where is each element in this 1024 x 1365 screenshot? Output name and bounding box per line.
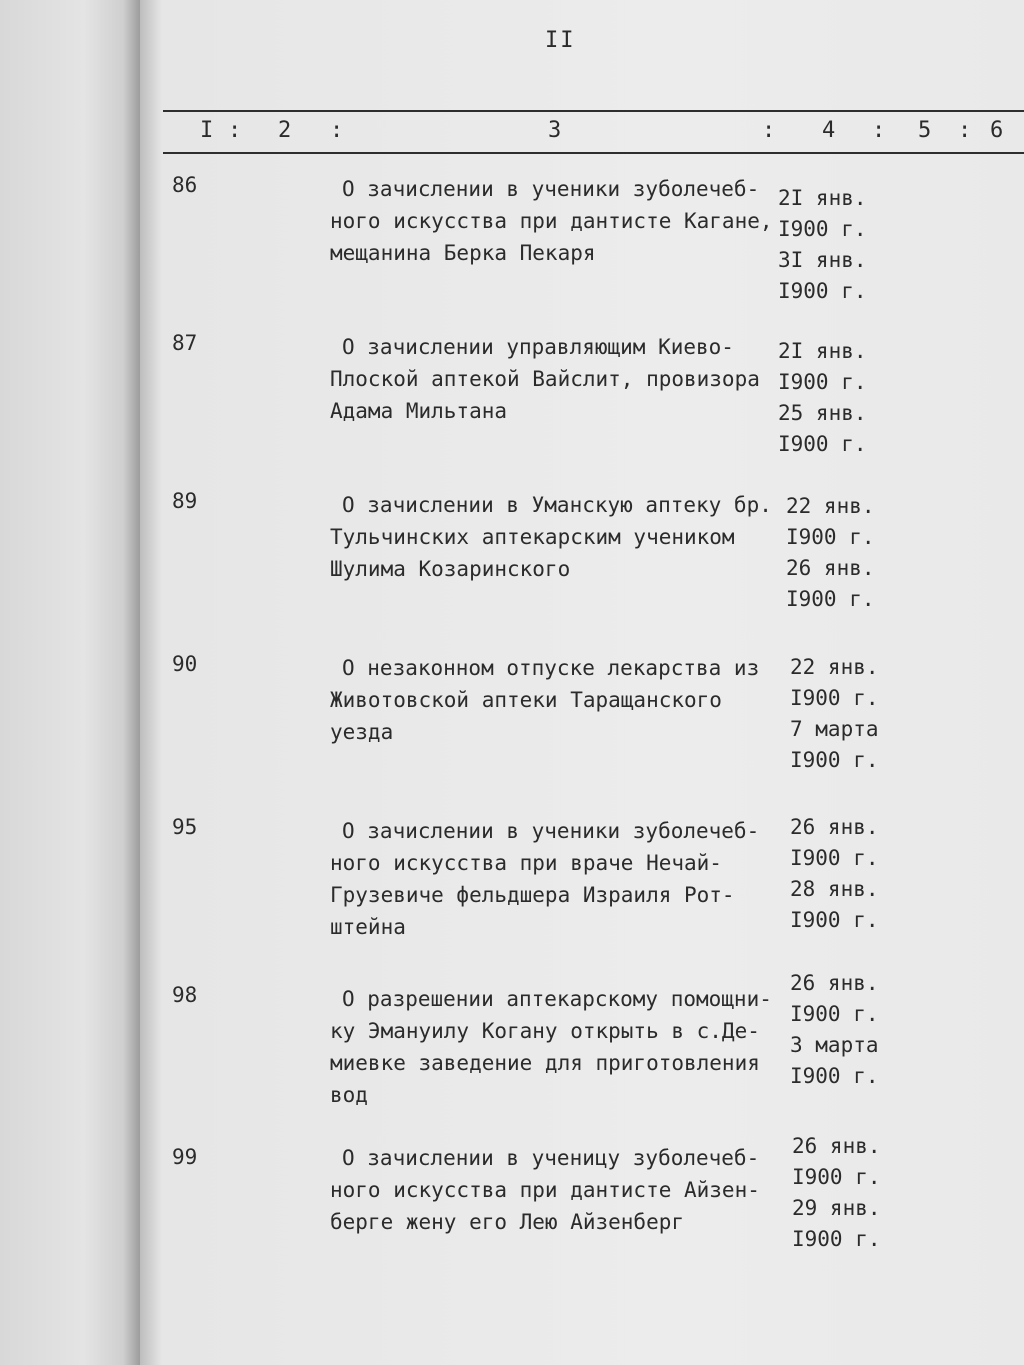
entry-number: 95: [172, 815, 198, 839]
column-header-5: 5: [918, 118, 932, 143]
entry-dates: [786, 491, 875, 615]
date-line: 3 марта: [790, 1033, 879, 1057]
entry-description: [330, 1142, 790, 1238]
date-line: I900 г.: [778, 279, 867, 303]
date-line: 22 янв.: [786, 494, 875, 518]
entry-dates: [778, 336, 867, 460]
entry-number: 99: [172, 1145, 198, 1169]
column-header-sep: :: [228, 118, 242, 143]
entry-number: 87: [172, 331, 198, 355]
entry-number: 86: [172, 173, 198, 197]
date-line: I900 г.: [786, 587, 875, 611]
description-line: ку Эмануилу Когану открыть в с.Де-: [330, 1019, 760, 1043]
date-line: 2I янв.: [778, 186, 867, 210]
date-line: 28 янв.: [790, 877, 879, 901]
description-line: уезда: [330, 720, 394, 744]
description-line: О зачислении управляющим Киево-: [342, 335, 734, 359]
entry-dates: [792, 1131, 881, 1255]
date-line: 26 янв.: [786, 556, 875, 580]
column-header-2: 2: [278, 118, 292, 143]
date-line: I900 г.: [790, 846, 879, 870]
date-line: I900 г.: [790, 1002, 879, 1026]
header-top-rule: [163, 110, 1024, 112]
description-line: Шулима Козаринского: [330, 557, 571, 581]
date-line: I900 г.: [790, 686, 879, 710]
date-line: 29 янв.: [792, 1196, 881, 1220]
header-bottom-rule: [163, 152, 1024, 154]
date-line: I900 г.: [792, 1227, 881, 1251]
entry-description: [330, 489, 790, 585]
date-line: I900 г.: [790, 908, 879, 932]
description-line: О зачислении в ученики зуболечеб-: [342, 819, 760, 843]
entry-number: 89: [172, 489, 198, 513]
date-line: I900 г.: [778, 217, 867, 241]
entry-number: 98: [172, 983, 198, 1007]
description-line: О зачислении в ученики зуболечеб-: [342, 177, 760, 201]
description-line: ного искусства при враче Нечай-: [330, 851, 722, 875]
description-line: берге жену его Лею Айзенберг: [330, 1210, 685, 1234]
column-header-sep: :: [762, 118, 776, 143]
date-line: 7 марта: [790, 717, 879, 741]
page-number: II: [545, 28, 576, 53]
date-line: 26 янв.: [792, 1134, 881, 1158]
column-header-6: 6: [990, 118, 1004, 143]
column-header-4: 4: [822, 118, 836, 143]
description-line: О зачислении в Уманскую аптеку бр.: [342, 493, 772, 517]
date-line: I900 г.: [792, 1165, 881, 1189]
entry-description: [330, 331, 790, 427]
date-line: 26 янв.: [790, 815, 879, 839]
facing-page-edge: [0, 0, 140, 1365]
date-line: I900 г.: [786, 525, 875, 549]
description-line: Животовской аптеки Таращанского: [330, 688, 722, 712]
date-line: 2I янв.: [778, 339, 867, 363]
description-line: мещанина Берка Пекаря: [330, 241, 596, 265]
entry-description: [330, 983, 790, 1111]
column-header-sep: :: [330, 118, 344, 143]
entry-dates: [790, 968, 879, 1092]
date-line: I900 г.: [778, 432, 867, 456]
column-header-3: 3: [548, 118, 562, 143]
entry-dates: [790, 812, 879, 936]
date-line: I900 г.: [778, 370, 867, 394]
description-line: Плоской аптекой Вайслит, провизора: [330, 367, 760, 391]
entry-description: [330, 652, 790, 748]
description-line: Тульчинских аптекарским учеником: [330, 525, 735, 549]
column-header-sep: :: [958, 118, 972, 143]
date-line: 3I янв.: [778, 248, 867, 272]
date-line: 22 янв.: [790, 655, 879, 679]
description-line: Грузевиче фельдшера Израиля Рот-: [330, 883, 735, 907]
description-line: миевке заведение для приготовления: [330, 1051, 760, 1075]
description-line: Адама Мильтана: [330, 399, 508, 423]
description-line: ного искусства при дантисте Айзен-: [330, 1178, 760, 1202]
description-line: О незаконном отпуске лекарства из: [342, 656, 760, 680]
date-line: 25 янв.: [778, 401, 867, 425]
column-header-1: I: [200, 118, 214, 143]
entry-description: [330, 815, 790, 943]
description-line: ного искусства при дантисте Кагане,: [330, 209, 773, 233]
description-line: О зачислении в ученицу зуболечеб-: [342, 1146, 760, 1170]
entry-number: 90: [172, 652, 198, 676]
description-line: штейна: [330, 915, 406, 939]
column-header-sep: :: [872, 118, 886, 143]
date-line: 26 янв.: [790, 971, 879, 995]
date-line: I900 г.: [790, 1064, 879, 1088]
entry-dates: [778, 183, 867, 307]
date-line: I900 г.: [790, 748, 879, 772]
entry-description: [330, 173, 790, 269]
description-line: вод: [330, 1083, 368, 1107]
description-line: О разрешении аптекарскому помощни-: [342, 987, 772, 1011]
entry-dates: [790, 652, 879, 776]
